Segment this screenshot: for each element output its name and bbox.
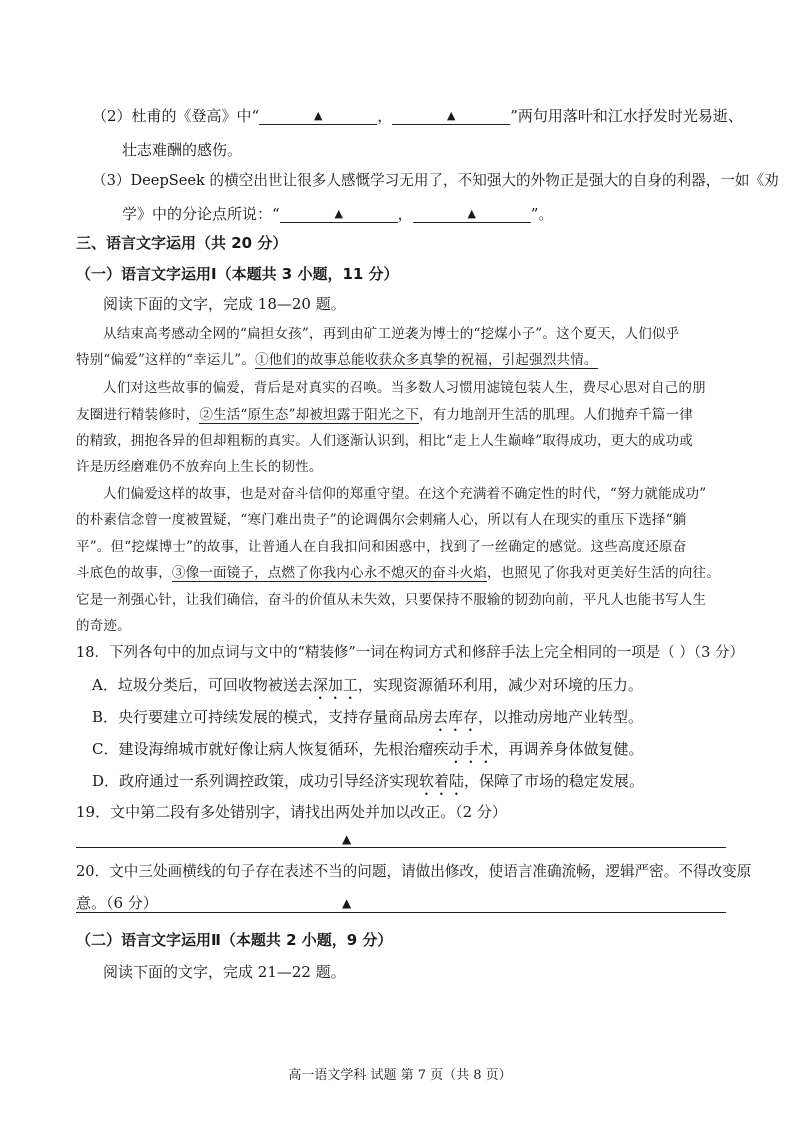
item-3-line-1: （3）DeepSeek 的横空出世让很多人感慨学习无用了，不知强大的外物正是强大的自身的利器，一如《劝 bbox=[92, 172, 779, 189]
part-1-intro: 阅读下面的文字，完成 18—20 题。 bbox=[103, 295, 346, 313]
passage-line: 的精致，拥抱各异的但却粗粝的真实。人们逐渐认识到，相比“走上人生巅峰”取得成功，更大的成功或 bbox=[76, 433, 694, 449]
question-20-stem-line-2: 意。（6 分） bbox=[76, 894, 158, 912]
answer-blank[interactable]: ▲ bbox=[259, 106, 377, 125]
passage-line: 许是历经磨难仍不放弃向上生长的韧性。 bbox=[76, 459, 323, 475]
item-3-line-2: 学》中的分论点所说：“ ▲ ， ▲ ”。 bbox=[122, 205, 554, 223]
part-2-intro: 阅读下面的文字，完成 21—22 题。 bbox=[103, 963, 346, 981]
question-19-stem: 19．文中第二段有多处错别字，请找出两处并加以改正。（2 分） bbox=[76, 803, 507, 821]
passage-line: 人们偏爱这样的故事，也是对奋斗信仰的郑重守望。在这个充满着不确定性的时代，“努力就能成功” bbox=[103, 486, 707, 502]
passage-line: 从结束高考感动全网的“扁担女孩”，再到由矿工逆袭为博士的“挖煤小子”。这个夏天，人们似乎 bbox=[103, 326, 680, 342]
option-a[interactable]: A．垃圾分类后，可回收物被送去深加工，实现资源循环利用，减少对环境的压力。 bbox=[92, 676, 643, 694]
passage-line: 的朴素信念曾一度被置疑，“寒门难出贵子”的论调偶尔会刺痛人心，所以有人在现实的重压下选择“躺 bbox=[76, 512, 687, 528]
page-footer: 高一语文学科 试题 第 7 页（共 8 页） bbox=[288, 1068, 512, 1083]
dotted-word: 软着陆 bbox=[419, 772, 465, 790]
option-b[interactable]: B．央行要建立可持续发展的模式，支持存量商品房去库存，以推动房地产业转型。 bbox=[92, 708, 644, 726]
underlined-sentence-2: ②生活“原生态”却被坦露于阳光之下 bbox=[199, 407, 420, 423]
dotted-word: 去库存 bbox=[433, 708, 479, 726]
dotted-word: 动手术 bbox=[448, 740, 494, 758]
answer-marker: ▲ bbox=[342, 896, 352, 910]
dotted-word: 深加工 bbox=[312, 676, 358, 694]
item-2-line-2: 壮志难酬的感伤。 bbox=[122, 141, 243, 159]
answer-line-19[interactable] bbox=[76, 847, 726, 848]
question-18-stem: 18．下列各句中的加点词与文中的“精装修”一词在构词方式和修辞手法上完全相同的一项是（ ）（3 分） bbox=[76, 645, 744, 661]
underlined-sentence-3: ③像一面镜子，点燃了你我内心永不熄灭的奋斗火焰 bbox=[171, 565, 488, 581]
option-c[interactable]: C．建设海绵城市就好像让病人恢复循环，先根治瘤疾动手术，再调养身体做复健。 bbox=[92, 740, 644, 758]
part-2-heading: （二）语言文字运用Ⅱ（本题共 2 小题，9 分） bbox=[76, 931, 393, 949]
passage-line: 特别“偏爱”这样的“幸运儿”。①他们的故事总能收获众多真挚的祝福，引起强烈共情。 bbox=[76, 352, 598, 368]
underlined-sentence-1: ①他们的故事总能收获众多真挚的祝福，引起强烈共情。 bbox=[255, 352, 598, 368]
passage-line: 的奇迹。 bbox=[76, 618, 131, 634]
answer-blank[interactable]: ▲ bbox=[413, 204, 531, 223]
passage-line: 友圈进行精装修时，②生活“原生态”却被坦露于阳光之下，有力地剖开生活的肌理。人们抛弃千篇一律 bbox=[76, 407, 694, 423]
passage-line: 平”。但“挖煤博士”的故事，让普通人在自我扣问和困惑中，找到了一丝确定的感觉。这些高度还原奋 bbox=[76, 539, 687, 555]
question-20-stem-line-1: 20．文中三处画横线的句子存在表述不当的问题，请做出修改，使语言准确流畅，逻辑严密。不得改变原 bbox=[76, 863, 752, 880]
section-heading: 三、语言文字运用（共 20 分） bbox=[76, 234, 288, 252]
answer-blank[interactable]: ▲ bbox=[392, 106, 510, 125]
answer-marker: ▲ bbox=[342, 832, 352, 846]
answer-blank[interactable]: ▲ bbox=[280, 204, 398, 223]
part-1-heading: （一）语言文字运用Ⅰ（本题共 3 小题，11 分） bbox=[76, 265, 399, 283]
passage-line: 斗底色的故事，③像一面镜子，点燃了你我内心永不熄灭的奋斗火焰，也照见了你我对更美好生活的向往。 bbox=[76, 565, 720, 581]
option-d[interactable]: D．政府通过一系列调控政策，成功引导经济实现软着陆，保障了市场的稳定发展。 bbox=[92, 772, 645, 790]
item-2-line-1: （2）杜甫的《登高》中“ ▲ ， ▲ ”两句用落叶和江水抒发时光易逝、 bbox=[92, 107, 743, 125]
passage-line: 人们对这些故事的偏爱，背后是对真实的召唤。当多数人习惯用滤镜包装人生，费尽心思对自己的朋 bbox=[103, 380, 706, 396]
passage-line: 它是一剂强心针，让我们确信，奋斗的价值从未失效，只要保持不服输的韧劲向前，平凡人也能书写人生 bbox=[76, 592, 707, 608]
answer-line-20[interactable] bbox=[76, 912, 726, 913]
